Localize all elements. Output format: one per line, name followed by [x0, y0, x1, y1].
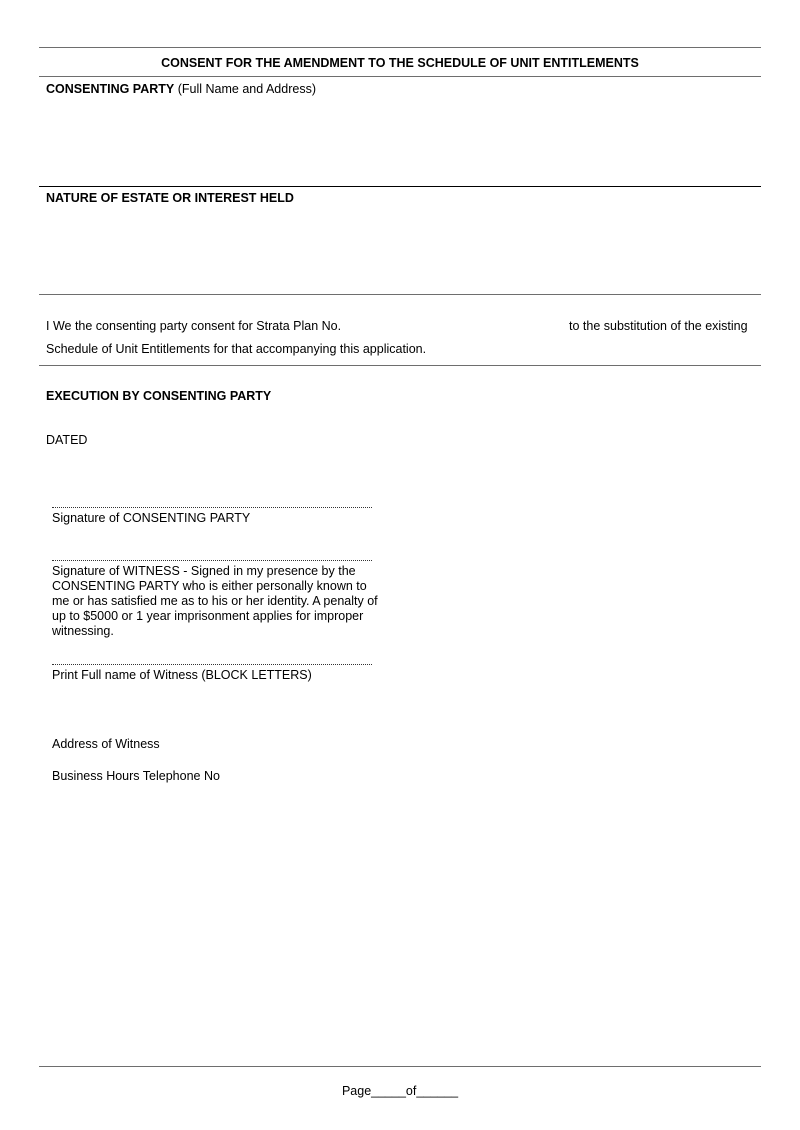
consent-statement-line2: Schedule of Unit Entitlements for that accompanying this application. [46, 342, 427, 356]
nature-of-estate-field[interactable] [46, 210, 746, 288]
print-name-witness-label: Print Full name of Witness (BLOCK LETTERS) [52, 668, 312, 682]
consenting-party-divider [39, 186, 761, 187]
consent-divider [39, 365, 761, 366]
telephone-label: Business Hours Telephone No [52, 769, 220, 783]
execution-heading: EXECUTION BY CONSENTING PARTY [46, 389, 272, 403]
consent-statement-line1-right: to the substitution of the existing [569, 319, 748, 333]
dated-field[interactable] [100, 430, 380, 448]
top-divider [39, 47, 761, 48]
address-witness-field[interactable] [170, 734, 470, 752]
consenting-party-label-rest: (Full Name and Address) [177, 82, 316, 96]
consenting-party-field[interactable] [46, 100, 746, 180]
nature-of-estate-label: NATURE OF ESTATE OR INTEREST HELD [46, 191, 294, 205]
dated-label: DATED [46, 433, 88, 447]
page-number-label: Page_____of______ [341, 1084, 459, 1098]
address-witness-label: Address of Witness [52, 737, 160, 751]
consent-statement-line1-left: I We the consenting party consent for Strata Plan No. [46, 319, 342, 333]
signature-witness-label: Signature of WITNESS - Signed in my presence by the CONSENTING PARTY who is either personally known to me or has satisfied me as to his or her identity. A penalty of up to $5000 or 1 year imprisonment applies for improper witnessing. [52, 564, 378, 638]
print-name-witness-line[interactable] [52, 664, 372, 665]
strata-plan-number-field[interactable] [360, 316, 560, 334]
signature-party-label: Signature of CONSENTING PARTY [52, 511, 251, 525]
consenting-party-label [46, 82, 316, 97]
telephone-field[interactable] [232, 766, 472, 784]
form-title: CONSENT FOR THE AMENDMENT TO THE SCHEDULE OF UNIT ENTITLEMENTS [161, 56, 639, 70]
nature-divider [39, 294, 761, 295]
signature-party-line[interactable] [52, 507, 372, 508]
consenting-party-label-bold: CONSENTING PARTY [46, 82, 175, 96]
signature-witness-line[interactable] [52, 560, 372, 561]
title-divider [39, 76, 761, 77]
footer-divider [39, 1066, 761, 1067]
